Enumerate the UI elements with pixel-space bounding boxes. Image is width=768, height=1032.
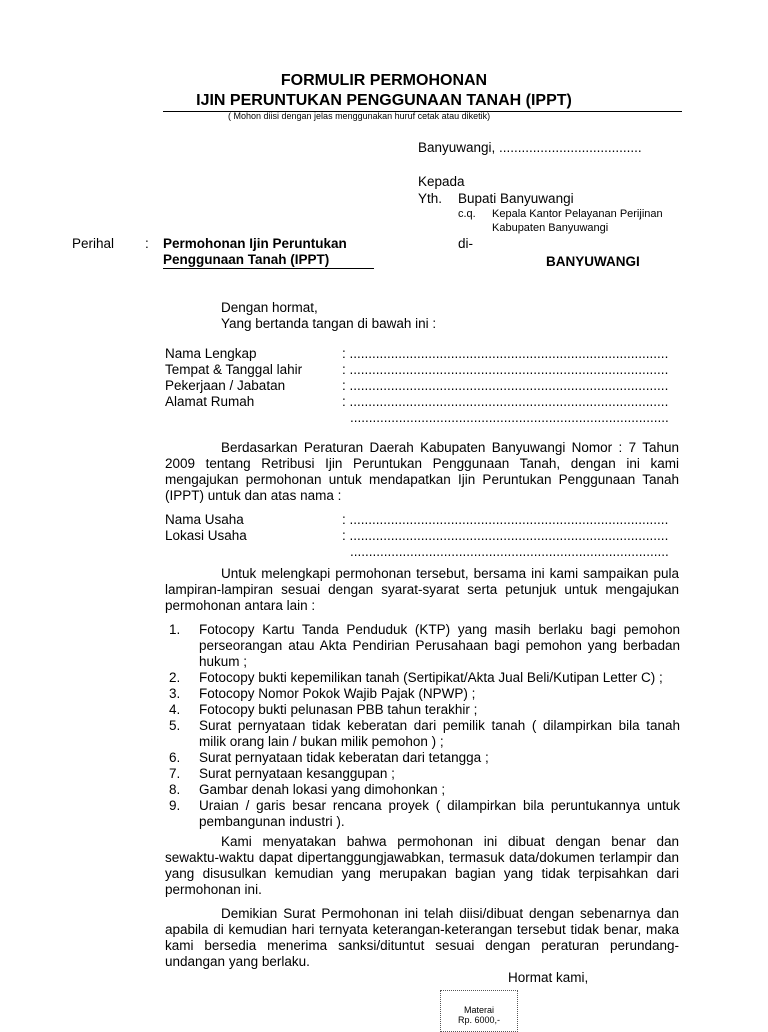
cq-line1: Kepala Kantor Pelayanan Perijinan xyxy=(492,208,663,220)
list-item-text: Gambar denah lokasi yang dimohonkan ; xyxy=(199,782,446,797)
greeting-line2: Yang bertanda tangan di bawah ini : xyxy=(221,316,437,331)
paragraph-closing-text: Demikian Surat Permohonan ini telah diisi/dibuat dengan sebenarnya dan apabila di kemudian hari ternyata keterangan-keterangan tersebut tidak benar, maka kami bersedia menerima sanksi/dituntut sesuai dengan peraturan perundang-undangan yang berlaku. xyxy=(165,906,679,969)
greeting-line1: Dengan hormat, xyxy=(221,300,318,315)
paragraph-declaration-text: Kami menyatakan bahwa permohonan ini dibuat dengan benar dan sewaktu-waktu dapat dipertanggungjawabkan, termasuk data/dokumen terlampir dan yang disusulkan kemudian yang merupakan bagian yang tidak terpisahkan dari permohonan ini. xyxy=(165,834,679,897)
field-value-pekerjaan[interactable]: : ..................................................................................... xyxy=(342,378,669,393)
list-item-text: Fotocopy Nomor Pokok Wajib Pajak (NPWP) ; xyxy=(199,686,476,701)
field-value-alamat-cont[interactable]: ..................................................................................... xyxy=(350,410,669,425)
list-item-text: Surat pernyataan kesanggupan ; xyxy=(199,766,395,781)
field-label-ttl: Tempat & Tanggal lahir xyxy=(165,362,303,377)
field-value-ttl[interactable]: : ..................................................................................... xyxy=(342,362,669,377)
field-value-lokasi-usaha[interactable]: : ..................................................................................... xyxy=(342,528,669,543)
cq-label: c.q. xyxy=(458,208,476,220)
perihal-line2: Penggunaan Tanah (IPPT) xyxy=(163,252,374,269)
requirements-list xyxy=(165,622,680,830)
stamp-line2: Rp. 6000,- xyxy=(457,1015,501,1025)
recipient-name: Bupati Banyuwangi xyxy=(458,191,574,206)
kepada-label: Kepada xyxy=(418,174,465,189)
list-item-text: Surat pernyataan tidak keberatan dari pemilik tanah ( dilampirkan bila tanah milik orang lain / bukan milik pemohon ) ; xyxy=(199,718,680,749)
field-label-nama: Nama Lengkap xyxy=(165,346,257,361)
form-title: FORMULIR PERMOHONAN xyxy=(280,72,488,89)
di-label: di- xyxy=(458,236,474,251)
list-item xyxy=(165,622,680,670)
place-date: Banyuwangi, ...................................... xyxy=(418,140,642,155)
list-item-number: 3. xyxy=(169,686,181,701)
field-value-alamat[interactable]: : ..................................................................................... xyxy=(342,394,669,409)
list-item-number: 5. xyxy=(169,718,181,733)
list-item xyxy=(165,798,680,830)
paragraph-declaration xyxy=(165,834,679,898)
list-item xyxy=(165,782,680,798)
paragraph-regulation-text: Berdasarkan Peraturan Daerah Kabupaten Banyuwangi Nomor : 7 Tahun 2009 tentang Retribusi Ijin Peruntukan Penggunaan Tanah, dengan ini kami mengajukan permohonan untuk mendapatkan Ijin Peruntukan Penggunaan Tanah (IPPT) untuk dan atas nama : xyxy=(165,440,679,503)
field-value-lokasi-cont[interactable]: ..................................................................................... xyxy=(350,544,669,559)
perihal-colon: : xyxy=(145,236,149,251)
list-item-text: Fotocopy bukti pelunasan PBB tahun terakhir ; xyxy=(199,702,478,717)
list-item xyxy=(165,686,680,702)
paragraph-attachments-text: Untuk melengkapi permohonan tersebut, bersama ini kami sampaikan pula lampiran-lampiran sesuai dengan syarat-syarat serta petunjuk untuk mengajukan permohonan antara lain : xyxy=(165,566,679,613)
perihal-label: Perihal xyxy=(72,236,115,251)
recipient-city: BANYUWANGI xyxy=(546,254,640,269)
field-label-pekerjaan: Pekerjaan / Jabatan xyxy=(165,378,286,393)
form-subtitle: IJIN PERUNTUKAN PENGGUNAAN TANAH (IPPT) xyxy=(196,92,572,109)
list-item-number: 9. xyxy=(169,798,181,813)
list-item xyxy=(165,766,680,782)
field-label-nama-usaha: Nama Usaha xyxy=(165,512,244,527)
list-item-number: 2. xyxy=(169,670,181,685)
field-label-lokasi-usaha: Lokasi Usaha xyxy=(165,528,247,543)
closing-salutation: Hormat kami, xyxy=(508,970,589,985)
stamp-line1: Materai xyxy=(463,1005,494,1015)
list-item-text: Fotocopy Kartu Tanda Penduduk (KTP) yang masih berlaku bagi pemohon perseorangan atau Akta Pendirian Perusahaan bagi pemohon yang berbadan hukum ; xyxy=(199,622,680,669)
list-item xyxy=(165,750,680,766)
list-item xyxy=(165,670,680,686)
perihal-line1: Permohonan Ijin Peruntukan xyxy=(163,236,347,251)
list-item-text: Surat pernyataan tidak keberatan dari tetangga ; xyxy=(199,750,489,765)
list-item-number: 7. xyxy=(169,766,181,781)
paragraph-attachments xyxy=(165,566,679,614)
yth-label: Yth. xyxy=(418,191,443,206)
paragraph-closing xyxy=(165,906,679,970)
materai-stamp-box xyxy=(440,990,518,1032)
list-item-text: Uraian / garis besar rencana proyek ( dilampirkan bila peruntukannya untuk pembangunan industri ). xyxy=(199,798,680,829)
list-item-number: 8. xyxy=(169,782,181,797)
list-item xyxy=(165,718,680,750)
list-item-number: 6. xyxy=(169,750,181,765)
field-value-nama-usaha[interactable]: : ..................................................................................... xyxy=(342,512,669,527)
list-item-number: 1. xyxy=(169,622,181,637)
list-item xyxy=(165,702,680,718)
cq-line2: Kabupaten Banyuwangi xyxy=(492,222,609,234)
field-label-alamat: Alamat Rumah xyxy=(165,394,255,409)
field-value-nama[interactable]: : ..................................................................................... xyxy=(342,346,669,361)
paragraph-regulation xyxy=(165,440,679,504)
list-item-number: 4. xyxy=(169,702,181,717)
form-note: ( Mohon diisi dengan jelas menggunakan huruf cetak atau diketik) xyxy=(228,111,491,121)
list-item-text: Fotocopy bukti kepemilikan tanah (Sertipikat/Akta Jual Beli/Kutipan Letter C) ; xyxy=(199,670,663,685)
